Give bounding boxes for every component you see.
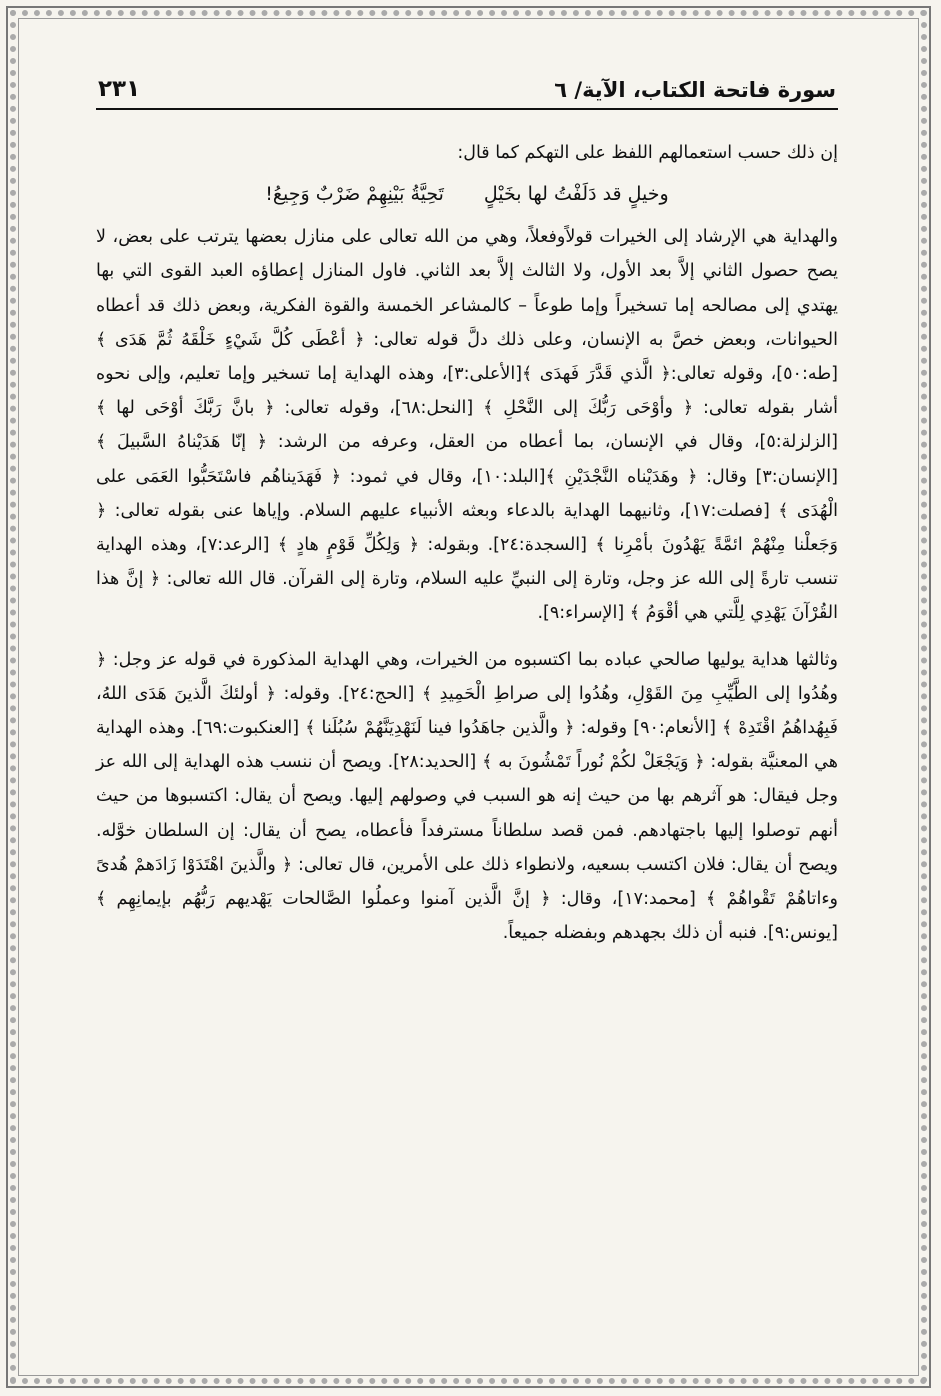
poetry-verse [96,174,838,214]
verse-first-hemistich: وخيلٍ قد دَلَفْتُ لها بخَيْلٍ [483,183,669,206]
paragraph-1: والهداية هي الإرشاد إلى الخيرات قولاًوفعلاً، وهي من الله تعالى على منازل بعضها يترتب على بعض، لا يصح حصول الثاني إلاَّ بعد الأول، ولا الثالث إلاَّ بعد الثاني. فاول المنازل إعطاؤه العبد القوى التي بها يهتدي إلى مصالحه إما تسخيراً وإما طوعاً – كالمشاعر الخمسة والقوة الفكرية، وبعض ذلك قد أعطاه الحيوانات، وبعض خصَّ به الإنسان، وعلى ذلك دلَّ قوله تعالى: ﴿ أعْطَى كُلَّ شَيْءٍ خَلْقَهُ ثُمَّ هَدَى ﴾ [طه:٥٠]، وقوله تعالى:﴿ الَّذي قَدَّرَ فَهدَى ﴾[الأعلى:٣]، وهذه الهداية إما تسخير وإما تعليم، وإلى نحوه أشار بقوله تعالى: ﴿ وأوْحَى رَبُّكَ إلى النَّحْلِ ﴾ [النحل:٦٨]، وقوله تعالى: ﴿ بانَّ رَبَّكَ أوْحَى لها ﴾ [الزلزلة:٥]، وقال في الإنسان، بما أعطاه من العقل، وعرفه من الرشد: ﴿ إنّا هَدَيْناهُ السَّبيلَ ﴾[الإنسان:٣] وقال: ﴿ وهَدَيْناه النَّجْدَيْنِ ﴾[البلد:١٠]، وقال في ثمود: ﴿ فَهَدَيناهُم فاسْتَحَبُّوا العَمَى على الْهُدَى ﴾ [فصلت:١٧]، وثانيهما الهداية بالدعاء وبعثه الأنبياء عليهم السلام. وإياها عنى بقوله تعالى: ﴿ وَجَعلْنا مِنْهُمْ ائمَّةً يَهْدُونَ بأمْرِنا ﴾ [السجدة:٢٤]. وبقوله: ﴿ وَلِكُلِّ قَوْمٍ هادٍ ﴾ [الرعد:٧]، وهذه الهداية تنسب تارةً إلى الله عز وجل، وتارة إلى النبيِّ عليه السلام، وتارة إلى القرآن. قال الله تعالى: ﴿ إنَّ هذا القُرْآنَ يَهْدِي لِلَّتي هي أقْوَمُ ﴾ [الإسراء:٩]. [96,227,839,624]
header-title: سورة فاتحة الكتاب، الآية/ ٦ [554,78,836,102]
verse-second-hemistich: تَحِيَّةُ بَيْنِهِمْ ضَرْبٌ وَجِيعُ! [265,183,444,206]
page-body [96,136,838,950]
page-number: ٢٣١ [98,76,141,102]
intro-line: إن ذلك حسب استعمالهم اللفظ على التهكم كما قال: [457,143,838,163]
book-page [96,62,838,1332]
running-header [96,62,838,110]
paragraph-2: وثالثها هداية يوليها صالحي عباده بما اكتسبوه من الخيرات، وهي الهداية المذكورة في قوله عز وجل: ﴿ وهُدُوا إلى الطَّيِّبِ مِنَ القَوْلِ، وهُدُوا إلى صراطِ الْحَمِيدِ ﴾ [الحج:٢٤]. وقوله: ﴿ أولئكَ الَّذينَ هَدَى اللهُ، فَبِهُداهُمُ اقْتَدِهْ ﴾ [الأنعام:٩٠] وقوله: ﴿ والَّذين جاهَدُوا فينا لَنَهْدِيَنَّهُمْ سُبُلَنا ﴾ [العنكبوت:٦٩]. وهذه الهداية هي المعنيَّة بقوله: ﴿ وَيَجْعَلْ لكُمْ نُوراً تَمْشُونَ به ﴾ [الحديد:٢٨]. ويصح أن ننسب هذه الهداية إلى الله عز وجل فيقال: هو آثرهم بها من حيث إنه هو السبب في وصولهم إليها. ويصح أن يقال: اكتسبوها من حيث أنهم توصلوا إليها باجتهادهم. فمن قصد سلطاناً مسترفداً فأعطاه، يصح أن يقال: إن السلطان خوَّله. ويصح أن يقال: فلان اكتسب بسعيه، ولانطواء ذلك على الأمرين، قال تعالى: ﴿ والَّذينَ اهْتَدَوْا زَادَهمْ هُدىً وءاتاهُمْ تَقْواهُمْ ﴾ [محمد:١٧]، وقال: ﴿ إنَّ الَّذين آمنوا وعملُوا الصَّالحات يَهْديهم رَبُّهُم بإيمانِهِم ﴾ [يونس:٩]. فنبه أن ذلك بجهدهم وبفضله جميعاً. [96,649,839,944]
